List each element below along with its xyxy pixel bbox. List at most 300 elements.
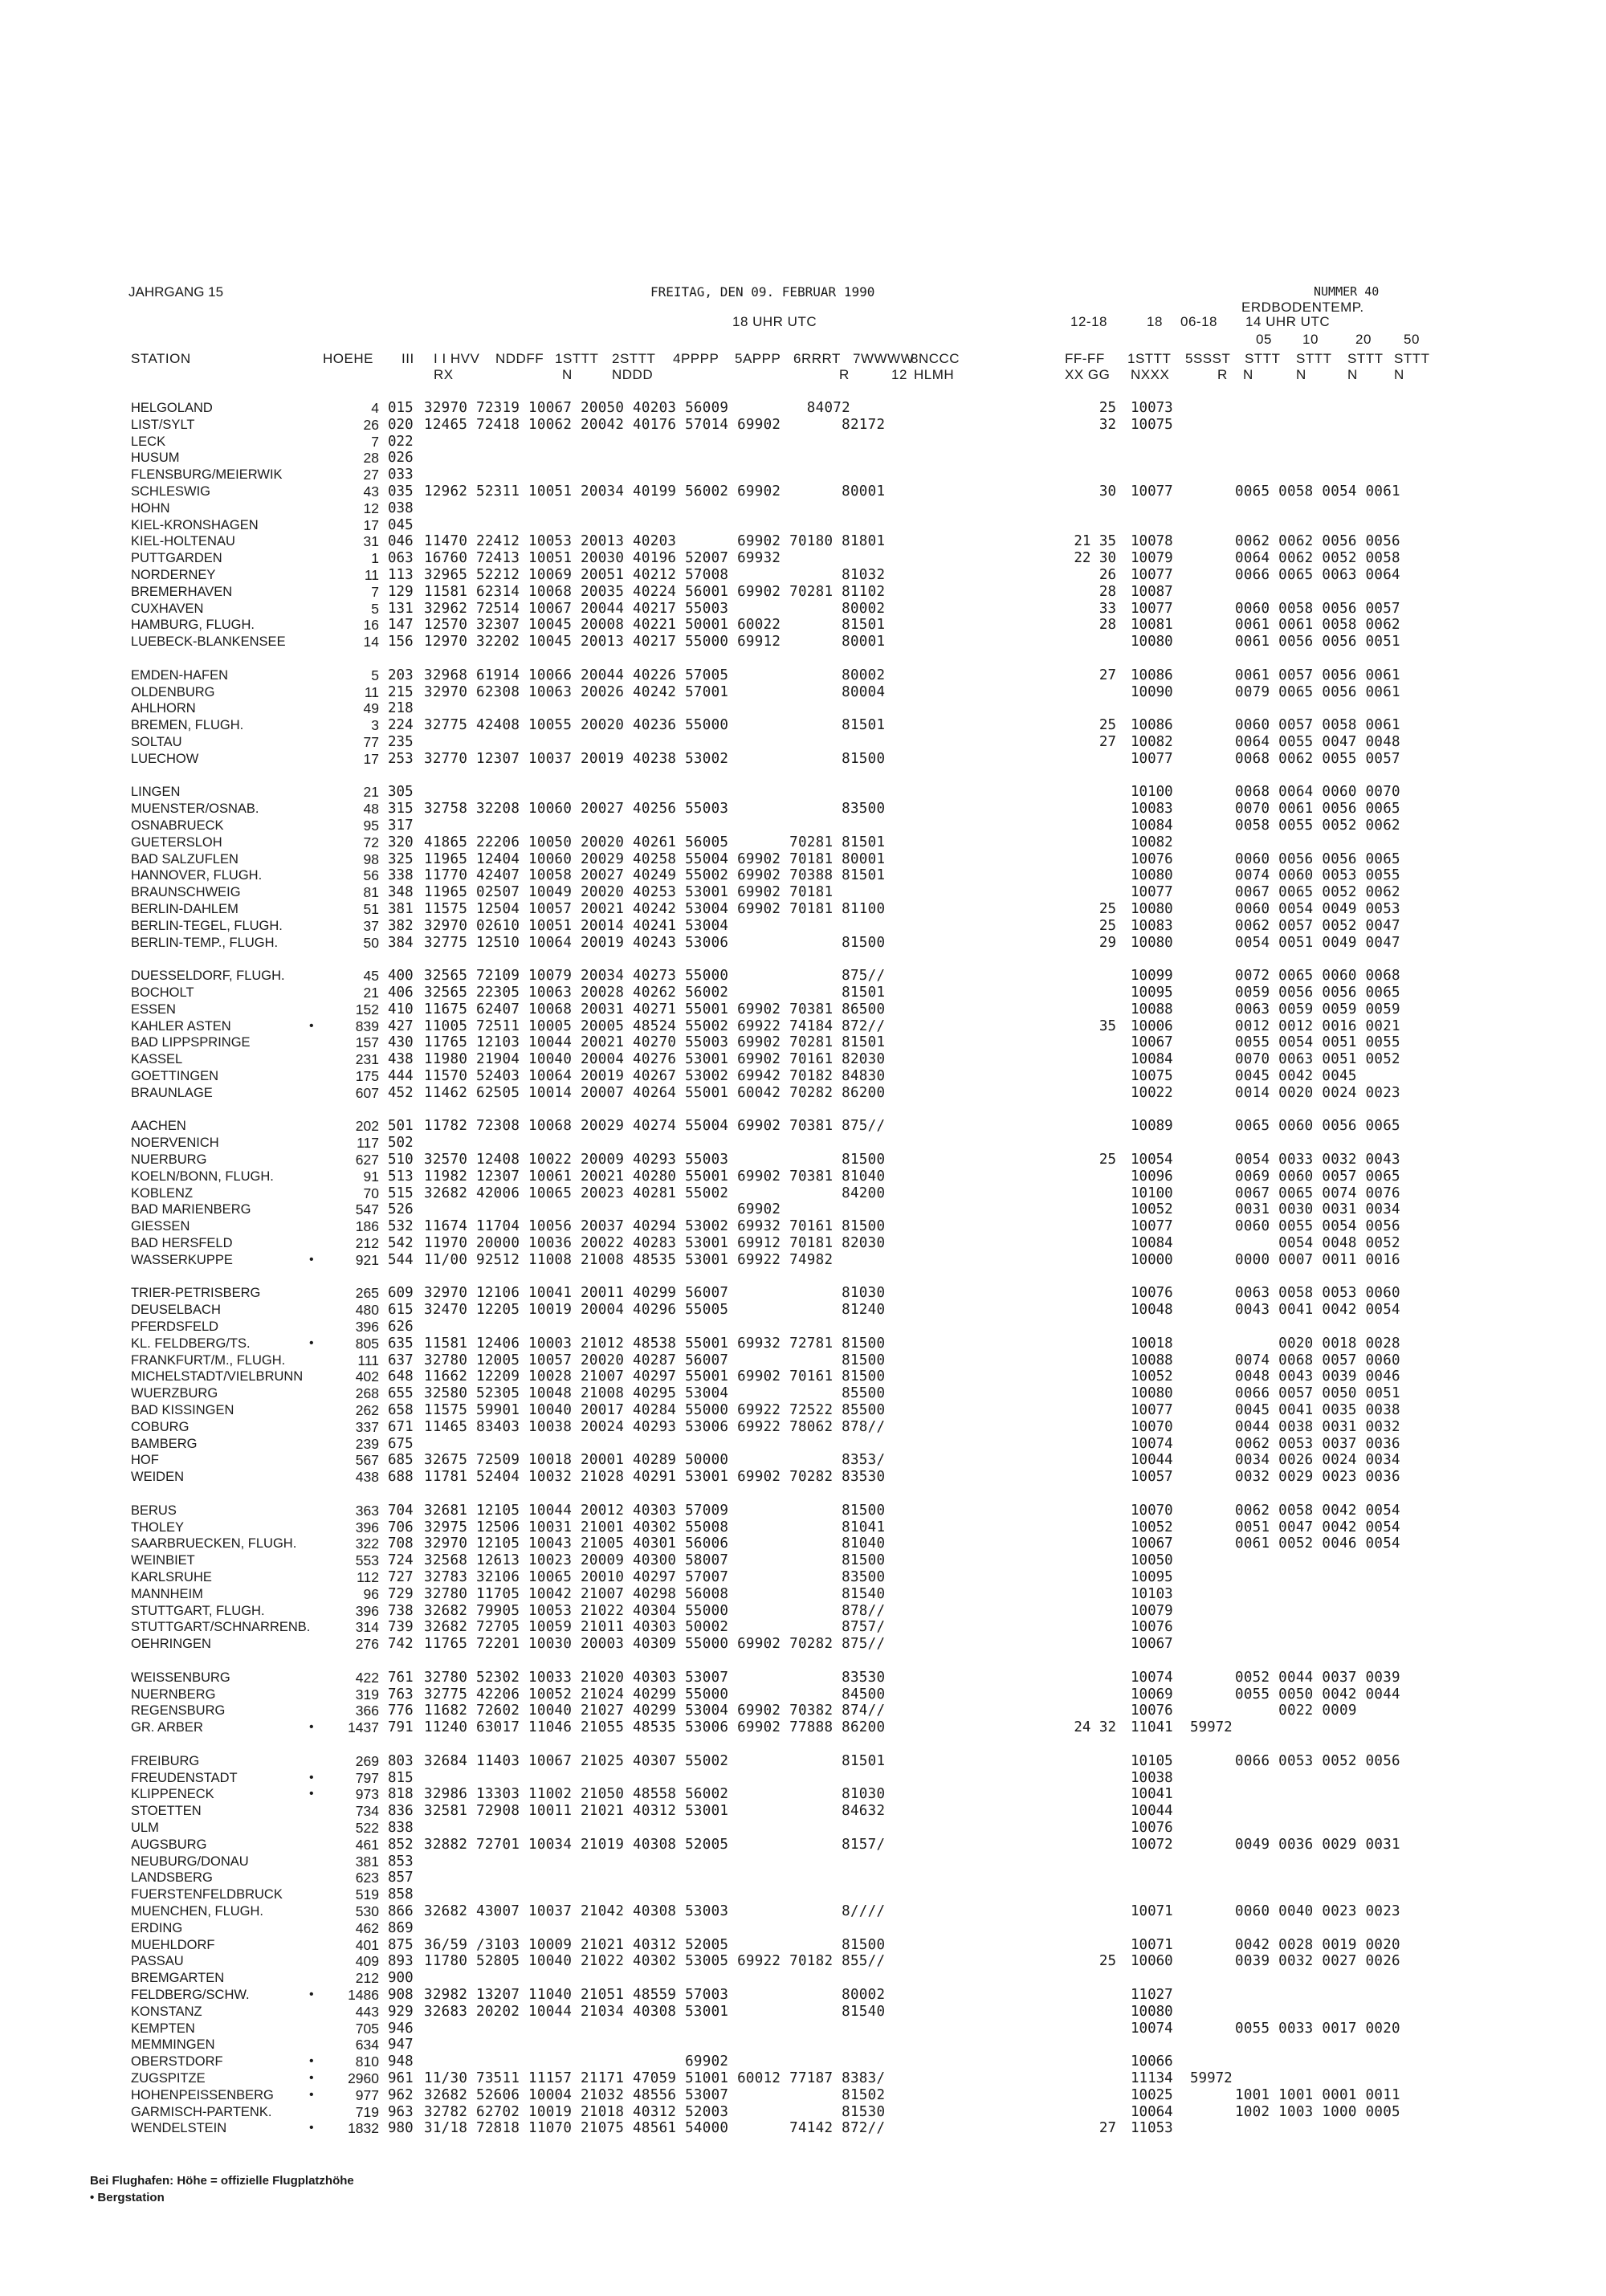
synop-groups: 32962 72514 10067 20044 40217 55003 80002 xyxy=(424,600,886,617)
station-index: 869 xyxy=(388,1919,414,1936)
station-height: 396 xyxy=(355,1319,379,1335)
station-height: 202 xyxy=(355,1118,379,1135)
wind-gust: 21 35 xyxy=(1074,533,1116,550)
table-row xyxy=(0,1969,1606,1987)
col-sttt-05: STTT xyxy=(1245,351,1281,366)
table-row xyxy=(0,600,1606,618)
table-row xyxy=(0,549,1606,567)
col-nddff: NDDFF xyxy=(495,351,544,366)
col-nxxx: NXXX xyxy=(1131,367,1170,382)
synop-groups: 32570 12408 10022 20009 40293 55003 81500 xyxy=(424,1152,886,1168)
station-index: 320 xyxy=(388,834,414,850)
station-index: 704 xyxy=(388,1502,414,1519)
soil-temps: 0064 0055 0047 0048 xyxy=(1235,734,1400,750)
station-index: 038 xyxy=(388,500,414,516)
max-temp-group: 10076 xyxy=(1131,1703,1173,1719)
station-index: 761 xyxy=(388,1669,414,1686)
station-height: 152 xyxy=(355,1001,379,1017)
station-index: 739 xyxy=(388,1619,414,1636)
station-height: 2960 xyxy=(348,2070,379,2086)
station-height: 401 xyxy=(355,1936,379,1953)
station-name: AHLHORN xyxy=(131,701,196,716)
max-temp-group: 10070 xyxy=(1131,1418,1173,1435)
mountain-marker: • xyxy=(309,1336,314,1350)
wind-gust: 27 xyxy=(1099,2120,1116,2137)
soil-temps: 0068 0062 0055 0057 xyxy=(1235,750,1400,767)
soil-temps: 0054 0048 0052 xyxy=(1235,1235,1400,1251)
col-sttt-10: STTT xyxy=(1296,351,1332,366)
table-row xyxy=(0,1952,1606,1970)
station-index: 400 xyxy=(388,968,414,985)
table-row xyxy=(0,917,1606,935)
max-temp-group: 10086 xyxy=(1131,717,1173,734)
station-index: 542 xyxy=(388,1235,414,1251)
station-name: GIESSEN xyxy=(131,1219,190,1234)
station-name: BAD HERSFELD xyxy=(131,1236,233,1250)
max-temp-group: 11041 xyxy=(1131,1719,1173,1736)
soil-temps: 0074 0060 0053 0055 xyxy=(1235,867,1400,884)
station-height: 186 xyxy=(355,1218,379,1235)
station-name: OBERSTDORF xyxy=(131,2054,223,2070)
max-temp-group: 10100 xyxy=(1131,1185,1173,1201)
station-index: 708 xyxy=(388,1535,414,1552)
table-row xyxy=(0,767,1606,785)
synop-groups: 11/00 92512 11008 21008 48535 53001 69922 74982 xyxy=(424,1251,834,1268)
station-index: 626 xyxy=(388,1319,414,1335)
station-index: 113 xyxy=(388,567,414,583)
wind-gust: 27 xyxy=(1099,667,1116,683)
station-name: OSNABRUECK xyxy=(131,818,224,833)
table-row xyxy=(0,466,1606,483)
table-row xyxy=(0,1168,1606,1185)
table-row xyxy=(0,483,1606,500)
max-temp-group: 11027 xyxy=(1131,1987,1173,2003)
table-row xyxy=(0,1084,1606,1102)
station-height: 314 xyxy=(355,1619,379,1636)
station-index: 532 xyxy=(388,1218,414,1235)
soil-temps: 0065 0060 0056 0065 xyxy=(1235,1118,1400,1135)
station-name: KAHLER ASTEN xyxy=(131,1018,231,1034)
station-index: 655 xyxy=(388,1385,414,1402)
station-height: 1437 xyxy=(348,1719,379,1736)
station-name: MUENSTER/OSNAB. xyxy=(131,801,259,817)
table-row xyxy=(0,2086,1606,2104)
soil-temps: 0058 0055 0052 0062 xyxy=(1235,818,1400,834)
station-index: 406 xyxy=(388,985,414,1001)
synop-groups: 11570 52403 10064 20019 40267 53002 69942 70182 84830 xyxy=(424,1068,886,1084)
station-height: 438 xyxy=(355,1469,379,1486)
table-row xyxy=(0,1702,1606,1719)
soil-temps: 0060 0058 0056 0057 xyxy=(1235,600,1400,617)
station-name: GUETERSLOH xyxy=(131,834,222,850)
table-row xyxy=(0,1669,1606,1686)
max-temp-group: 10080 xyxy=(1131,634,1173,650)
utc18-label: 18 UHR UTC xyxy=(732,314,817,329)
table-row xyxy=(0,2070,1606,2087)
table-row xyxy=(0,1769,1606,1787)
synop-groups: 32682 42006 10065 20023 40281 55002 84200 xyxy=(424,1185,886,1201)
station-height: 921 xyxy=(355,1251,379,1268)
station-name: BERLIN-TEGEL, FLUGH. xyxy=(131,918,283,933)
station-height: 337 xyxy=(355,1418,379,1435)
soil-temps: 0000 0007 0011 0016 xyxy=(1235,1251,1400,1268)
max-temp-group: 10044 xyxy=(1131,1803,1173,1820)
table-row xyxy=(0,1352,1606,1369)
station-name: BAMBERG xyxy=(131,1436,198,1451)
table-row xyxy=(0,566,1606,584)
wind-gust: 25 xyxy=(1099,901,1116,917)
synop-groups: 11965 12404 10060 20029 40258 55004 69902 70181 80001 xyxy=(424,850,886,867)
station-name: SAARBRUECKEN, FLUGH. xyxy=(131,1536,297,1552)
station-index: 671 xyxy=(388,1418,414,1435)
soil-temps: 1002 1003 1000 0005 xyxy=(1235,2103,1400,2120)
soil-temps: 0060 0057 0058 0061 xyxy=(1235,717,1400,734)
station-name: WENDELSTEIN xyxy=(131,2121,227,2136)
range-12-18-label: 12-18 xyxy=(1070,314,1107,329)
soil-temps: 0054 0051 0049 0047 xyxy=(1235,934,1400,951)
station-name: BREMGARTEN xyxy=(131,1971,225,1986)
station-height: 231 xyxy=(355,1051,379,1068)
synop-groups: 32775 42206 10052 21024 40299 55000 84500 xyxy=(424,1686,886,1703)
station-index: 875 xyxy=(388,1936,414,1953)
max-temp-group: 10100 xyxy=(1131,784,1173,801)
synop-groups: 32970 62308 10063 20026 40242 57001 80004 xyxy=(424,683,886,700)
synop-groups: 32775 42408 10055 20020 40236 55000 81501 xyxy=(424,717,886,734)
table-row xyxy=(0,1050,1606,1068)
table-row xyxy=(0,783,1606,801)
table-row xyxy=(0,1585,1606,1603)
max-temp-group: 10052 xyxy=(1131,1519,1173,1535)
table-row xyxy=(0,1535,1606,1552)
max-temp-group: 10080 xyxy=(1131,1385,1173,1402)
max-temp-group: 10060 xyxy=(1131,1953,1173,1970)
synop-groups: 12465 72418 10062 20042 40176 57014 69902 82172 xyxy=(424,416,886,433)
station-name: ERDING xyxy=(131,1920,183,1935)
station-name: STUTTGART/SCHNARRENB. xyxy=(131,1620,311,1635)
station-height: 396 xyxy=(355,1519,379,1535)
table-row xyxy=(0,1301,1606,1319)
station-height: 48 xyxy=(363,801,379,818)
station-height: 43 xyxy=(363,483,379,500)
station-height: 212 xyxy=(355,1970,379,1987)
table-row xyxy=(0,883,1606,901)
jahrgang-label: JAHRGANG 15 xyxy=(128,284,224,300)
station-height: 77 xyxy=(363,734,379,750)
station-height: 11 xyxy=(364,683,379,700)
synop-groups: 32968 61914 10066 20044 40226 57005 80002 xyxy=(424,667,886,683)
station-height: 461 xyxy=(355,1836,379,1853)
soil-temps: 0066 0057 0050 0051 xyxy=(1235,1385,1400,1402)
table-row xyxy=(0,1268,1606,1286)
soil-temps: 0061 0061 0058 0062 xyxy=(1235,617,1400,634)
synop-groups: 32682 52606 10004 21032 48556 53007 81502 xyxy=(424,2086,886,2103)
station-height: 530 xyxy=(355,1903,379,1919)
station-height: 547 xyxy=(355,1201,379,1218)
mountain-marker: • xyxy=(309,1252,314,1266)
station-height: 157 xyxy=(355,1034,379,1051)
col-n-50: N xyxy=(1394,367,1404,382)
table-row xyxy=(0,1418,1606,1436)
soil-temps: 1001 1001 0001 0011 xyxy=(1235,2086,1400,2103)
depth-05: 05 xyxy=(1256,332,1272,347)
station-height: 4 xyxy=(371,400,379,416)
synop-groups: 11/30 73511 11157 21171 47059 51001 60012 77187 8383/ xyxy=(424,2070,886,2086)
station-name: PASSAU xyxy=(131,1954,184,1969)
station-index: 908 xyxy=(388,1987,414,2003)
synop-groups: 32782 62702 10019 21018 40312 52003 81530 xyxy=(424,2103,886,2120)
table-row xyxy=(0,1385,1606,1402)
max-temp-group: 10105 xyxy=(1131,1752,1173,1769)
station-name: OLDENBURG xyxy=(131,684,215,699)
synop-groups: 32982 13207 11040 21051 48559 57003 80002 xyxy=(424,1987,886,2003)
table-row xyxy=(0,2053,1606,2070)
max-temp-group: 10080 xyxy=(1131,934,1173,951)
station-name: NUERBURG xyxy=(131,1152,207,1167)
station-index: 963 xyxy=(388,2103,414,2120)
synop-groups: 11765 12103 10044 20021 40270 55003 69902 70281 81501 xyxy=(424,1034,886,1051)
soil-temps: 0062 0057 0052 0047 xyxy=(1235,917,1400,934)
station-index: 147 xyxy=(388,617,414,634)
max-temp-group: 10000 xyxy=(1131,1251,1173,1268)
synop-groups: 32758 32208 10060 20027 40256 55003 83500 xyxy=(424,801,886,818)
table-row xyxy=(0,1284,1606,1302)
station-index: 948 xyxy=(388,2053,414,2070)
soil-temps: 0034 0026 0024 0034 xyxy=(1235,1452,1400,1469)
max-temp-group: 10041 xyxy=(1131,1786,1173,1803)
soil-temps: 0060 0054 0049 0053 xyxy=(1235,901,1400,917)
station-height: 72 xyxy=(363,834,379,850)
station-name: HAMBURG, FLUGH. xyxy=(131,618,255,633)
table-row xyxy=(0,967,1606,985)
station-index: 338 xyxy=(388,867,414,884)
synop-groups: 32780 12005 10057 20020 40287 56007 81500 xyxy=(424,1352,886,1368)
col-n-05: N xyxy=(1243,367,1253,382)
station-index: 129 xyxy=(388,583,414,600)
station-index: 515 xyxy=(388,1185,414,1201)
station-height: 269 xyxy=(355,1752,379,1769)
station-index: 348 xyxy=(388,884,414,901)
h18-label: 18 xyxy=(1147,314,1163,329)
max-temp-group: 10072 xyxy=(1131,1836,1173,1853)
col-n-20: N xyxy=(1347,367,1358,382)
station-name: BAD SALZUFLEN xyxy=(131,851,238,867)
station-height: 567 xyxy=(355,1452,379,1469)
table-row xyxy=(0,1618,1606,1636)
table-row xyxy=(0,1217,1606,1235)
snow-group: 59972 xyxy=(1190,2070,1233,2086)
table-row xyxy=(0,1886,1606,1903)
soil-temps: 0049 0036 0029 0031 xyxy=(1235,1836,1400,1853)
table-row xyxy=(0,1552,1606,1569)
table-row xyxy=(0,1936,1606,1954)
station-name: HUSUM xyxy=(131,451,180,466)
station-height: 7 xyxy=(371,583,379,600)
station-height: 810 xyxy=(355,2053,379,2070)
soil-temps: 0062 0058 0042 0054 xyxy=(1235,1502,1400,1519)
max-temp-group: 10077 xyxy=(1131,884,1173,901)
synop-groups: 32568 12613 10023 20009 40300 58007 81500 xyxy=(424,1552,886,1569)
station-index: 452 xyxy=(388,1084,414,1101)
col-7wwww: 7WWWW xyxy=(853,351,915,366)
depth-10: 10 xyxy=(1302,332,1319,347)
mountain-marker: • xyxy=(309,2121,314,2135)
station-name: KLIPPENECK xyxy=(131,1787,214,1802)
soil-temps: 0059 0056 0056 0065 xyxy=(1235,985,1400,1001)
station-name: BAD LIPPSPRINGE xyxy=(131,1035,251,1050)
max-temp-group: 10103 xyxy=(1131,1585,1173,1602)
col-5ssst: 5SSST xyxy=(1185,351,1231,366)
max-temp-group: 10074 xyxy=(1131,1435,1173,1452)
table-row xyxy=(0,1853,1606,1870)
table-row xyxy=(0,516,1606,534)
station-height: 607 xyxy=(355,1084,379,1101)
synop-groups: 12970 32202 10045 20013 40217 55000 69912 80001 xyxy=(424,634,886,650)
soil-temps: 0045 0041 0035 0038 xyxy=(1235,1402,1400,1418)
station-name: REGENSBURG xyxy=(131,1703,226,1719)
synop-groups: 32783 32106 10065 20010 40297 57007 83500 xyxy=(424,1569,886,1585)
max-temp-group: 10074 xyxy=(1131,1669,1173,1686)
table-row xyxy=(0,834,1606,851)
station-name: EMDEN-HAFEN xyxy=(131,667,229,683)
station-index: 035 xyxy=(388,483,414,500)
soil-temps: 0031 0030 0031 0034 xyxy=(1235,1201,1400,1218)
table-row xyxy=(0,1067,1606,1085)
station-name: KEMPTEN xyxy=(131,2021,195,2036)
synop-groups: 11675 62407 10068 20031 40271 55001 69902 70381 86500 xyxy=(424,1001,886,1017)
station-height: 396 xyxy=(355,1602,379,1619)
col-4pppp: 4PPPP xyxy=(673,351,719,366)
synop-groups: 32970 02610 10051 20014 40241 53004 xyxy=(424,917,729,934)
station-index: 544 xyxy=(388,1251,414,1268)
table-row xyxy=(0,1034,1606,1051)
col-ihvv: I I HVV xyxy=(434,351,480,366)
station-index: 852 xyxy=(388,1836,414,1853)
station-index: 438 xyxy=(388,1051,414,1068)
station-name: KOBLENZ xyxy=(131,1185,194,1201)
table-row xyxy=(0,449,1606,467)
station-index: 685 xyxy=(388,1452,414,1469)
station-name: HOHENPEISSENBERG xyxy=(131,2087,274,2102)
max-temp-group: 10006 xyxy=(1131,1017,1173,1034)
station-index: 502 xyxy=(388,1135,414,1152)
soil-temps: 0054 0033 0032 0043 xyxy=(1235,1152,1400,1168)
max-temp-group: 10067 xyxy=(1131,1535,1173,1552)
station-name: FUERSTENFELDBRUCK xyxy=(131,1887,283,1902)
max-temp-group: 10086 xyxy=(1131,667,1173,683)
station-name: BRAUNSCHWEIG xyxy=(131,885,241,900)
max-temp-group: 10052 xyxy=(1131,1201,1173,1218)
station-name: ZUGSPITZE xyxy=(131,2071,206,2086)
max-temp-group: 10018 xyxy=(1131,1335,1173,1352)
station-name: BREMEN, FLUGH. xyxy=(131,718,244,733)
mountain-marker: • xyxy=(309,1988,314,2001)
table-row xyxy=(0,1101,1606,1119)
station-name: DUESSELDORF, FLUGH. xyxy=(131,969,285,984)
mountain-marker: • xyxy=(309,1787,314,1801)
table-row xyxy=(0,1802,1606,1820)
station-height: 50 xyxy=(363,934,379,951)
station-height: 37 xyxy=(363,917,379,934)
soil-temps: 0055 0054 0051 0055 xyxy=(1235,1034,1400,1051)
station-height: 553 xyxy=(355,1552,379,1569)
table-row xyxy=(0,934,1606,952)
station-index: 046 xyxy=(388,533,414,550)
station-height: 719 xyxy=(355,2103,379,2120)
table-row xyxy=(0,683,1606,701)
table-row xyxy=(0,1752,1606,1770)
max-temp-group: 10057 xyxy=(1131,1469,1173,1486)
station-name: ULM xyxy=(131,1821,159,1835)
station-name: GR. ARBER xyxy=(131,1720,203,1735)
table-row xyxy=(0,1735,1606,1753)
station-name: KL. FELDBERG/TS. xyxy=(131,1336,251,1351)
max-temp-group: 10077 xyxy=(1131,483,1173,500)
station-height: 11 xyxy=(364,567,379,583)
max-temp-group: 10077 xyxy=(1131,600,1173,617)
soil-temps: 0012 0012 0016 0021 xyxy=(1235,1017,1400,1034)
soil-temps: 0070 0061 0056 0065 xyxy=(1235,801,1400,818)
station-name: MEMMINGEN xyxy=(131,2037,215,2053)
station-height: 262 xyxy=(355,1402,379,1418)
table-row xyxy=(0,800,1606,818)
soil-temps: 0062 0062 0056 0056 xyxy=(1235,533,1400,550)
station-index: 615 xyxy=(388,1302,414,1319)
max-temp-group: 10080 xyxy=(1131,867,1173,884)
wind-gust: 28 xyxy=(1099,583,1116,600)
station-name: PUTTGARDEN xyxy=(131,551,222,566)
synop-groups: 32470 12205 10019 20004 40296 55005 81240 xyxy=(424,1302,886,1319)
station-height: 31 xyxy=(363,533,379,550)
station-index: 430 xyxy=(388,1034,414,1051)
soil-temps: 0044 0038 0031 0032 xyxy=(1235,1418,1400,1435)
station-name: LUECHOW xyxy=(131,751,199,766)
max-temp-group: 10054 xyxy=(1131,1152,1173,1168)
station-height: 117 xyxy=(357,1135,379,1152)
station-height: 623 xyxy=(355,1870,379,1886)
wind-gust: 35 xyxy=(1099,1017,1116,1034)
station-name: BERLIN-TEMP., FLUGH. xyxy=(131,935,279,950)
station-index: 962 xyxy=(388,2086,414,2103)
table-row xyxy=(0,1519,1606,1536)
soil-temps: 0065 0058 0054 0061 xyxy=(1235,483,1400,500)
synop-groups: 11770 42407 10058 20027 40249 55002 69902 70388 81501 xyxy=(424,867,886,884)
station-name: KOELN/BONN, FLUGH. xyxy=(131,1168,274,1184)
table-row xyxy=(0,817,1606,834)
soil-temps: 0055 0033 0017 0020 xyxy=(1235,2020,1400,2037)
station-index: 763 xyxy=(388,1686,414,1703)
max-temp-group: 10096 xyxy=(1131,1168,1173,1185)
max-temp-group: 10038 xyxy=(1131,1769,1173,1786)
station-name: KIEL-HOLTENAU xyxy=(131,534,235,549)
wind-gust: 29 xyxy=(1099,934,1116,951)
table-row xyxy=(0,532,1606,550)
wind-gust: 28 xyxy=(1099,617,1116,634)
depth-50: 50 xyxy=(1404,332,1420,347)
station-name: HANNOVER, FLUGH. xyxy=(131,868,263,883)
max-temp-group: 10087 xyxy=(1131,583,1173,600)
station-name: COBURG xyxy=(131,1419,190,1434)
col-r2: R xyxy=(1217,367,1228,382)
station-index: 658 xyxy=(388,1402,414,1418)
wind-gust: 24 32 xyxy=(1074,1719,1116,1736)
table-row xyxy=(0,1602,1606,1620)
station-height: 5 xyxy=(371,667,379,683)
soil-temps: 0067 0065 0074 0076 xyxy=(1235,1185,1400,1201)
synop-groups: 32682 72705 10059 21011 40303 50002 8757/ xyxy=(424,1619,886,1636)
station-height: 56 xyxy=(363,867,379,884)
table-row xyxy=(0,750,1606,768)
station-name: WEINBIET xyxy=(131,1553,195,1568)
